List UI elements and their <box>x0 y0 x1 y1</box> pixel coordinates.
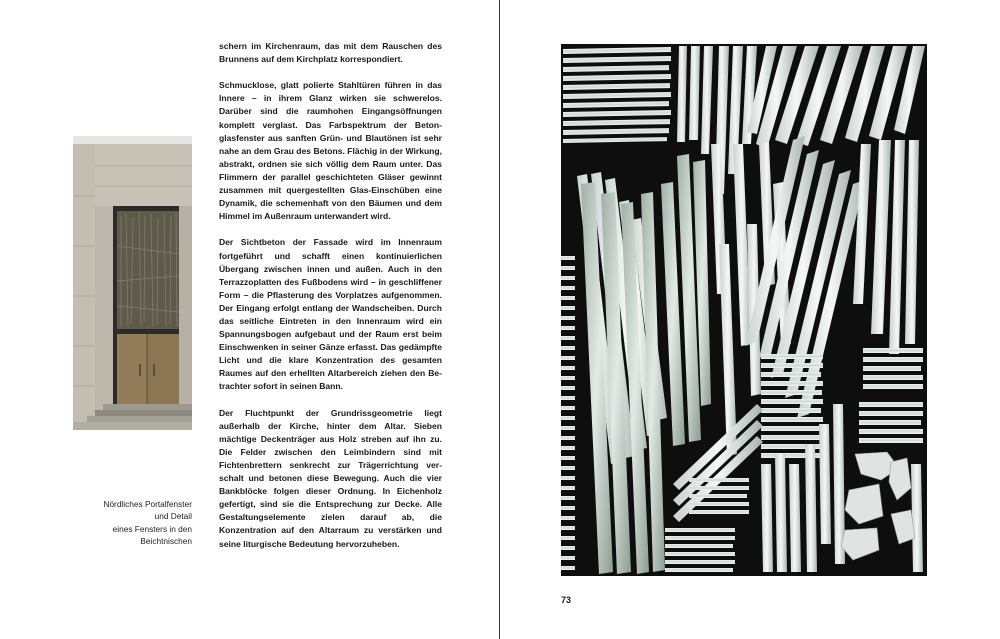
body-paragraph: schern im Kirchenraum, das mit dem Rauschen des Brunnens auf dem Kirchplatz korrespondiert. <box>219 41 442 65</box>
caption-line: Beichtnischen <box>140 535 192 546</box>
photo-caption <box>76 498 192 547</box>
window-detail-image <box>561 44 927 576</box>
page-number: 73 <box>561 595 572 605</box>
portal-photo <box>73 136 192 430</box>
body-paragraph: Der Sichtbeton der Fassade wird im Innenraum fortgeführt und schafft einen kontinuierlichen Übergang zwischen innen und außen. Auch in den Terrazzoplatten des Fußbodens wird – in geschliffener Form – die Pflasterung des Vorplatzes aufgenommen. Der Eingang erfolgt entlang der Wandscheiben. Durch das seitliche Eintreten in den Innenraum wird ein Spannungsbogen aufgebaut und der Raum erst beim Einschwenken in seiner Gänze erfasst. Das gedämpfte Licht und die klare Konzentration des gesamten Raumes auf den erhellten Altarbereich ziehen den Betrachter sofort in seinen Bann. <box>219 237 442 392</box>
body-text <box>219 40 442 551</box>
body-paragraph: Der Fluchtpunkt der Grundrissgeometrie liegt außerhalb der Kirche, hinter dem Altar. Sieben mächtige Deckenträger aus Holz streben auf ihn zu. Die Felder zwischen den Leimbindern sind mit Fichtenbrettern senkrecht zur Trägerrichtung verschalt und betonen diese Bewegung. Auch die vier Bankblöcke folgen dieser Ordnung. In Eichenholz gefertigt, sind sie die Entsprechung zur Decke. Alle Gestaltungselemente zielen darauf ab, die Konzentration auf den Altarraum zu verstärken und seine liturgische Bedeutung hervorzuheben. <box>219 407 442 549</box>
caption-line: und Detail <box>154 511 192 522</box>
body-paragraph: Schmucklose, glatt polierte Stahltüren führen in das Innere – in ihrem Glanz wirken sie schwerelos. Darüber sind die raumhohen Eingangsöffnungen komplett verglast. Das Farbspektrum der Betonglasfenster aus sanften Grün- und Blautönen ist sehr nahe an dem Grau des Betons. Flächig in der Wirkung, abstrakt, ordnen sie sich völlig dem Raum unter. Das Flimmern der parallel geschichteten Gläser gewinnt zusammen mit quergestellten Glas-Einschüben eine Dynamik, die schemenhaft von den Bäumen und dem Himmel im Außenraum unterwandert wird. <box>219 80 442 222</box>
caption-line: eines Fensters in den <box>112 523 192 534</box>
caption-line: Nördliches Portalfenster <box>103 499 192 509</box>
left-page <box>0 0 499 639</box>
window-detail-photo <box>561 44 927 576</box>
portal-photo-image <box>73 136 192 430</box>
